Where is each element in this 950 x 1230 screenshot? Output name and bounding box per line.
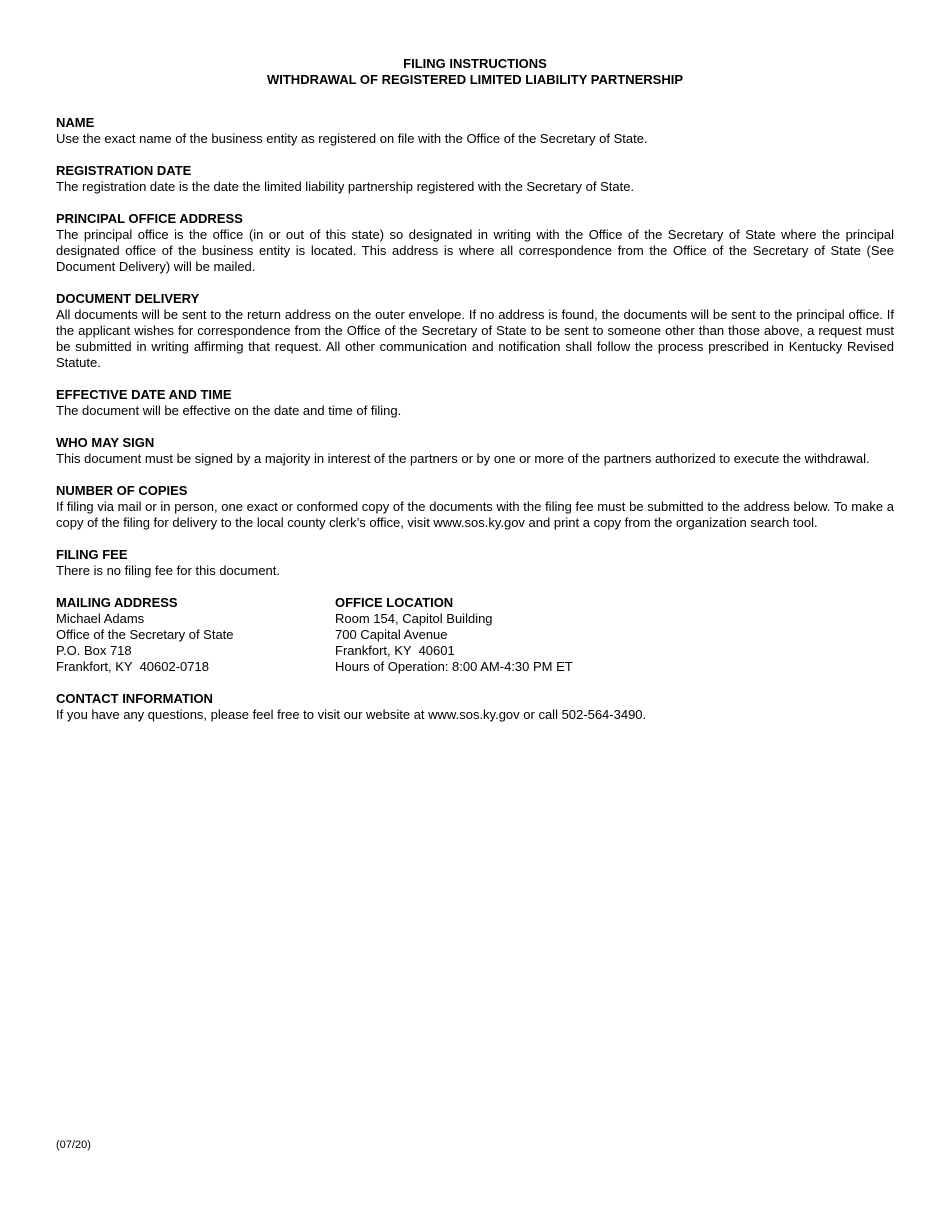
section-principal-office [56, 211, 894, 275]
section-filing-fee [56, 547, 894, 579]
section-text: The registration date is the date the limited liability partnership registered with the Secretary of State. [56, 179, 635, 194]
section-text: If filing via mail or in person, one exact or conformed copy of the documents with the filing fee must be submitted to the address below. To make a copy of the filing for delivery to the local county clerk’s office, visit www.sos.ky.gov and print a copy from the organization search tool. [56, 499, 894, 530]
section-who-may-sign [56, 435, 894, 467]
office-location-heading: OFFICE LOCATION [335, 595, 454, 610]
office-location-line: 700 Capital Avenue [335, 627, 448, 642]
section-heading: WHO MAY SIGN [56, 435, 155, 450]
section-heading: EFFECTIVE DATE AND TIME [56, 387, 232, 402]
address-block [56, 595, 894, 675]
mailing-address [56, 595, 335, 675]
mailing-address-heading: MAILING ADDRESS [56, 595, 178, 610]
section-text: Use the exact name of the business entity as registered on file with the Office of the Secretary of State. [56, 131, 648, 146]
section-text: This document must be signed by a majority in interest of the partners or by one or more of the partners authorized to execute the withdrawal. [56, 451, 870, 466]
section-heading: DOCUMENT DELIVERY [56, 291, 200, 306]
section-heading: FILING FEE [56, 547, 128, 562]
section-text: The document will be effective on the date and time of filing. [56, 403, 402, 418]
section-heading: NAME [56, 115, 95, 130]
section-name [56, 115, 894, 147]
section-heading: REGISTRATION DATE [56, 163, 192, 178]
office-location-line: Frankfort, KY 40601 [335, 643, 455, 658]
section-heading: NUMBER OF COPIES [56, 483, 188, 498]
section-text: All documents will be sent to the return address on the outer envelope. If no address is found, the documents will be sent to the principal office. If the applicant wishes for correspondence from the Office of the Secretary of State to be sent to someone other than those above, a request must be submitted in writing affirming that request. All other communication and notification shall follow the process prescribed in Kentucky Revised Statute. [56, 307, 894, 370]
office-location [335, 595, 735, 675]
mailing-address-line: Michael Adams [56, 611, 145, 626]
section-effective-date [56, 387, 894, 419]
office-location-line: Hours of Operation: 8:00 AM-4:30 PM ET [335, 659, 573, 674]
section-text: There is no filing fee for this document. [56, 563, 281, 578]
section-document-delivery [56, 291, 894, 371]
mailing-address-line: P.O. Box 718 [56, 643, 132, 658]
section-contact-information [56, 691, 894, 723]
section-text: If you have any questions, please feel free to visit our website at www.sos.ky.gov or call 502-564-3490. [56, 707, 647, 722]
instructions-body [56, 115, 894, 723]
section-text: The principal office is the office (in or out of this state) so designated in writing with the Office of the Secretary of State where the principal designated office of the business entity is located. This address is where all correspondence from the Office of the Secretary of State (See Document Delivery) will be mailed. [56, 227, 894, 274]
section-registration-date [56, 163, 894, 195]
section-number-of-copies [56, 483, 894, 531]
revision-code: (07/20) [56, 1139, 91, 1151]
section-heading: PRINCIPAL OFFICE ADDRESS [56, 211, 243, 226]
mailing-address-line: Frankfort, KY 40602-0718 [56, 659, 209, 674]
office-location-line: Room 154, Capitol Building [335, 611, 493, 626]
document-title: FILING INSTRUCTIONS [403, 56, 547, 71]
section-heading: CONTACT INFORMATION [56, 691, 213, 706]
document-subtitle: WITHDRAWAL OF REGISTERED LIMITED LIABILITY PARTNERSHIP [266, 72, 683, 87]
mailing-address-line: Office of the Secretary of State [56, 627, 234, 642]
